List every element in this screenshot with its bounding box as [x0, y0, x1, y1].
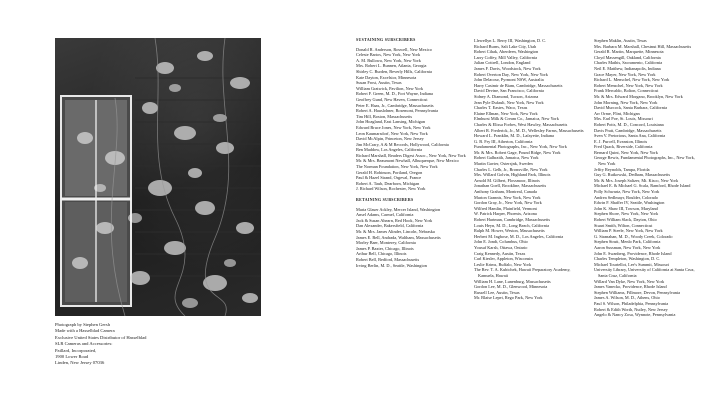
subscriber-entry: Jim McCrary, A & M Records, Hollywood, California: [356, 141, 449, 147]
subscriber-entry: Martin Gavier, Ostersjnk, Sweden: [474, 161, 533, 167]
subscriber-entry: Andrea Sedlmayr, Boulder, Colorado: [594, 194, 658, 200]
subscriber-entry: G. B. Fry III, Atherton, California: [474, 138, 533, 144]
caption-line: Exclusive United States Distributor of Hasselblad: [55, 334, 147, 340]
subscriber-entry: Elmhurst Milk & Cream Co., Jamaica, New York: [474, 116, 559, 122]
subscriber-entry: David Devine, San Francisco, California: [474, 88, 544, 94]
subscriber-entry: J. Richard Wilson, Rochester, New York: [356, 186, 426, 192]
subscriber-entry: Howard L. Franklin, M. D., Lafayette, Indiana: [474, 133, 554, 139]
subscriber-entry: Robert Overton Day, New York, New York: [474, 71, 548, 77]
subscriber-entry: Charles L. Gelb, Jr., Bronxville, New York: [474, 166, 548, 172]
subscriber-entry: Mrs. Robert L. Bunnen, Atlanta, Georgia: [356, 63, 427, 69]
subscriber-entry: William P. Steele, New York, New York: [594, 228, 663, 234]
subscriber-entry: G. Stranahan, M. D., Woody Creek, Colorado: [594, 233, 673, 239]
subscriber-entry: Gordon Lee, M. D., Glenwood, Minnesota: [474, 284, 548, 290]
subscriber-entry: Robert Galbraith, Jamaica, New York: [474, 155, 539, 161]
subscriber-entry: George Rewis, Fundamental Photographs, Inc., New York, New York: [594, 155, 695, 167]
subscriber-entry: Robert & Edith Worth, Nutley, New Jersey: [594, 306, 668, 312]
subscriber-entry: Jack & Susan Ahearn, Red Hook, New York: [356, 217, 433, 223]
subscriber-entry: John Hoagland, East Lansing, Michigan: [356, 119, 425, 125]
subscriber-entry: Michael Tourtellot, Lee's Summit, Missouri: [594, 261, 670, 267]
subscriber-entry: Susan Frost, Austin, Texas: [356, 80, 402, 86]
subscriber-entry: Fred Quack, Riverside, California: [594, 144, 653, 150]
subscriber-entry: Yousuf Karsh, Ottawa, Ontario: [474, 244, 528, 250]
subscriber-column-3: [594, 38, 704, 318]
subscriber-entry: The Norman Foundation, New York, New York: [356, 164, 438, 170]
retaining-subscribers-list-continued: [594, 38, 704, 318]
subscriber-entry: A. M. Bullowa, New York, New York: [356, 57, 421, 63]
subscriber-entry: Stephen Maklin, Austin, Texas: [594, 38, 647, 43]
subscriber-entry: Arr Orme, Flint, Michigan: [594, 110, 640, 116]
subscriber-entry: Robert F. Green, M. D., Fort Wayne, Indiana: [356, 91, 433, 97]
sustaining-subscribers-list: [356, 47, 466, 192]
subscriber-entry: Robert William Slack, Dayton, Ohio: [594, 217, 657, 222]
subscriber-entry: Edward Bruce Jones, New York, New York: [356, 124, 431, 130]
subscriber-entry: Robert A. Taub, Dearborn, Michigan: [356, 180, 420, 186]
subscriber-entry: Cloyd Massengill, Oakland, California: [594, 54, 661, 60]
subscriber-entry: David Murcock, Santa Barbara, California: [594, 105, 668, 111]
subscriber-entry: Tim Hill, Boston, Massachusetts: [356, 113, 413, 119]
subscriber-entry: Mr. & Mrs. Joseph Saltzer, Mt. Kisco, New York: [594, 177, 679, 183]
subscriber-entry: Charles Templeton, Washington, D. C.: [594, 256, 661, 262]
subscriber-entry: Robert Hartman, Cambridge, Massachusetts: [474, 217, 551, 222]
subscriber-entry: Sven V. Pretorious, Santa Ana, California: [594, 133, 666, 139]
subscriber-entry: Stephen Williams, Fillmore, Devon, Pennsylvania: [594, 289, 681, 295]
subscriber-entry: Ben Maddow, Los Angeles, California: [356, 147, 423, 153]
subscriber-entry: Mr. Blaise Lepei, Rego Park, New York: [474, 295, 543, 301]
subscriber-entry: The Rev. T. A. Kubichek, Hawaii Preparatory Academy, Kamuela, Hawaii: [474, 267, 571, 278]
subscriber-entry: Polly Schwartz, New York, New York: [594, 189, 660, 195]
subscriber-entry: Mr. & Mrs. Robert Gage, Pound Ridge, New York: [474, 149, 561, 155]
subscriber-entry: Arthur Bell, Chicago, Illinois: [356, 251, 407, 257]
subscriber-entry: Angelo & Nancy Zosa, Wynnote, Pennsylvania: [594, 312, 676, 318]
subscriber-entry: Russell Lee, Austin, Texas: [474, 289, 520, 295]
subscriber-entry: Arnold M. Gilbert, Flossmoor, Illinois: [474, 177, 540, 183]
caption-line: 1900 Lower Road: [55, 354, 89, 360]
retaining-subscribers-heading: RETAINING SUBSCRIBERS: [356, 198, 414, 203]
subscriber-entry: Stuart Smith, Wilton, Connecticut: [594, 222, 653, 228]
subscriber-entry: Donald R. Anderson, Roswell, New Mexico: [356, 46, 432, 52]
subscriber-entry: Robert Bell, Bedford, Massachusetts: [356, 256, 420, 262]
subscriber-entry: Albert R. Frederick, Jr., M. D., Wellesley Farms, Massachusetts: [474, 127, 584, 133]
subscriber-entry: Maria Glaser Ackley, Mercer Island, Washington: [356, 206, 441, 212]
subscriber-entry: Craig Kennedy, Austin, Texas: [474, 250, 526, 256]
subscriber-entry: Richard Burns, Salt Lake City, Utah: [474, 43, 537, 49]
subscriber-entry: Robert Cihak, Aberdeen, Washington: [474, 49, 539, 55]
subscriber-entry: Fundamental Photographs, Inc., New York, New York: [474, 144, 567, 150]
subscriber-entry: Robert A. Hauslohner, Rosemont, Pennsylvania: [356, 108, 439, 114]
subscriber-entry: Stephen Shore, New York, New York: [594, 211, 659, 217]
subscriber-entry: Gerald H. Robinson, Portland, Oregon: [356, 169, 423, 175]
subscriber-entry: Mrs. Willard Golvin, Highland Park, Illinois: [474, 172, 551, 178]
subscriber-entry: Edwin F. Shaffer IV, Seattle, Washington: [594, 200, 665, 206]
subscriber-entry: Peter E. Haas, Jr., Cambridge, Massachusetts: [356, 102, 434, 108]
subscriber-entry: Leon Kaumarsdorf, New York, New York: [356, 130, 428, 136]
subscriber-entry: Aaron Sussman, New York, New York: [594, 244, 661, 250]
subscriber-entry: Willard Van Dyke, New York, New York: [594, 278, 665, 284]
caption-line: Linden, New Jersey 07036: [55, 360, 105, 366]
subscriber-entry: William Gratwick, Pavilion, New York: [356, 85, 424, 91]
subscriber-entry: Leslie Krims, Buffalo, New York: [474, 261, 532, 267]
subscriber-entry: Neil E. Matthew, Indianapolis, Indiana: [594, 65, 661, 71]
subscriber-entry: Irving Berlin, M. D., Seattle, Washington: [356, 262, 427, 268]
subscriber-entry: Marion Grannis, New York, New York: [474, 194, 541, 200]
subscriber-entry: Herbert M. Ingbose, M. D., Los Angeles, California: [474, 233, 564, 239]
subscriber-entry: Larry Coffey, Mill Valley, California: [474, 54, 538, 60]
subscriber-entry: John E. Jondt, Columbus, Ohio: [474, 239, 528, 245]
subscriber-entry: Frank Mercaldo, Bolton, Connecticut: [594, 88, 659, 94]
subscriber-entry: E. J. Purcell, Evanston, Illinois: [594, 138, 648, 144]
subscriber-entry: James P. Baxter, Chicago, Illinois: [356, 245, 414, 251]
subscriber-entry: Bernard Quint, New York, New York: [594, 149, 658, 155]
photo-caption: [55, 322, 270, 367]
subscriber-entry: Robert Menschel, New York, New York: [594, 82, 663, 88]
caption-line: Photograph by Stephen Gersh: [55, 322, 110, 327]
subscriber-entry: Charles T. Eastes, Waco, Texas: [474, 105, 528, 111]
subscriber-entry: Mrs. Barbara M. Marshall, Chestnut Hill, Massachusetts: [594, 43, 692, 49]
subscriber-entry: Geoffrey Gund, New Haven, Connecticut: [356, 96, 428, 102]
subscriber-entry: Gordon Gray, Jr., New York, New York: [474, 200, 542, 206]
subscriber-entry: Paul & Hazel Strand, Orgeval, France: [356, 175, 422, 181]
subscriber-entry: Charles Mathis, Sacramento, California: [594, 60, 663, 66]
subscriber-entry: Morley Baer, Monterey, California: [356, 240, 416, 246]
subscriber-entry: Michael E. & Michael G. Scala, Ramford, Rhode Island: [594, 183, 691, 189]
subscriber-entry: W. Patrick Harper, Phoenix, Arizona: [474, 211, 537, 217]
subscriber-entry: Stephen Strutt, Menlo Park, California: [594, 239, 661, 245]
subscriber-entry: Jean Pyle Dufault, New York, New York: [474, 99, 544, 105]
subscriber-entry: Richard Marshall, Readers Digest Assoc., New York, New York: [356, 152, 466, 158]
subscriber-entry: Davis Pratt, Cambridge, Massachusetts: [594, 127, 662, 133]
retaining-subscribers-list: [356, 207, 466, 269]
subscriber-entry: Carl Kiesler, Appleton, Wisconsin: [474, 256, 533, 262]
subscriber-entry: Kate Dayton, Excelsior, Minnesota: [356, 74, 417, 80]
subscriber-entry: James A. Wilson, M. D., Athens, Ohio: [594, 295, 660, 301]
subscriber-entry: Dan Alexander, Bakersfield, California: [356, 223, 424, 229]
caption-line: Paillard, Incorporated,: [55, 347, 97, 353]
retaining-subscribers-list-continued: [474, 38, 584, 301]
subscriber-entry: Sidney A. Diamond, Tucson, Arizona: [474, 93, 539, 99]
subscriber-entry: Charles & Elissa Forbes, West Hawley, Massachusetts: [474, 121, 568, 127]
subscriber-entry: Gerald R. Martin, Marquette, Minnesota: [594, 49, 664, 55]
subscriber-entry: Mr. & Mrs. Edward Morgano, Brooklyn, New York: [594, 93, 683, 99]
subscriber-entry: Harry Casimir de Biam, Cambridge, Massachusetts: [474, 82, 563, 88]
subscriber-entry: Jonathan Goell, Brookline, Massachusetts: [474, 183, 547, 189]
subscriber-entry: William H. Lane, Lunenburg, Massachusetts: [474, 278, 551, 284]
subscriber-entry: John Morning, New York, New York: [594, 99, 658, 105]
subscriber-entry: John K. Shaw III, Towson, Maryland: [594, 205, 658, 211]
caption-line: Made with a Hasselblad Camera: [55, 328, 115, 334]
subscriber-entry: University Library, University of California at Santa Cruz, Santa Cruz, California: [594, 267, 695, 278]
subscriber-entry: Mr. & Mrs. James Alinder, Lincoln, Nebraska: [356, 229, 435, 234]
subscriber-entry: Robert Potts, M. D., Concord, Louisiana: [594, 121, 664, 127]
subscriber-entry: Ansel Adams, Carmel, California: [356, 212, 414, 218]
subscriber-entry: Paul S. Wilson, Philadelphia, Pennsylvania: [594, 300, 669, 306]
subscriber-entry: Louis Heyn, M. D., Long Beach, California: [474, 222, 550, 228]
caption-line: SLR Cameras and Accessories:: [55, 341, 113, 347]
subscriber-entry: Mr. & Mrs. Beaumont Newhall, Albuquerque, New Mexico: [356, 158, 459, 164]
subscriber-entry: Ralph M. Hower, Weston, Massachusetts: [474, 228, 545, 234]
subscriber-entry: Wilfred Hamlin, Plainfield, Vermont: [474, 205, 537, 211]
ivy-window-photograph: [55, 38, 261, 316]
subscriber-entry: Shirley C. Burden, Beverly Hills, California: [356, 68, 432, 74]
subscriber-entry: Celeste Bartos, New York, New York: [356, 52, 421, 58]
sustaining-subscribers-heading: SUSTAINING SUBSCRIBERS: [356, 38, 416, 42]
subscriber-entry: Anthony Graham, Montreal, Canada: [474, 189, 537, 195]
subscriber-column-2: [474, 38, 584, 301]
subscriber-entry: James F. Davis, Woodstock, New York: [474, 65, 541, 71]
subscriber-entry: Richard L. Menschel, New York, New York: [594, 77, 670, 83]
subscriber-entry: Guy G. Rutkowski, Dedham, Massachusetts: [594, 172, 671, 178]
subscriber-entry: Jeffry Reynolds, Tampa, Florida: [594, 166, 650, 172]
subscriber-entry: Grace Mayer, New York, New York: [594, 71, 656, 77]
subscriber-entry: James Vanecko, Providence, Rhode Island: [594, 284, 667, 290]
subscriber-entry: John E. Swanberg, Providence, Rhode Island: [594, 250, 672, 256]
subscriber-column-1: [356, 38, 466, 268]
ivy-photo-art: [55, 38, 261, 316]
subscriber-entry: Julian Cottrell, London, England: [474, 60, 531, 66]
subscriber-entry: James E. Bell, Andrada, Waltham, Massachusetts: [356, 234, 441, 240]
subscriber-entry: David McAlpin, Princeton, New Jersey: [356, 136, 424, 142]
subscriber-entry: Llewellyn L. Berry III, Washington, D. C.: [474, 38, 547, 43]
subscriber-entry: Elaine Ellman, New York, New York: [474, 110, 538, 116]
subscriber-entry: John Delacour, Pyrmont NSW, Australia: [474, 77, 544, 83]
subscriber-entry: Mrs. Earl Poe, St. Louis, Missouri: [594, 116, 653, 122]
